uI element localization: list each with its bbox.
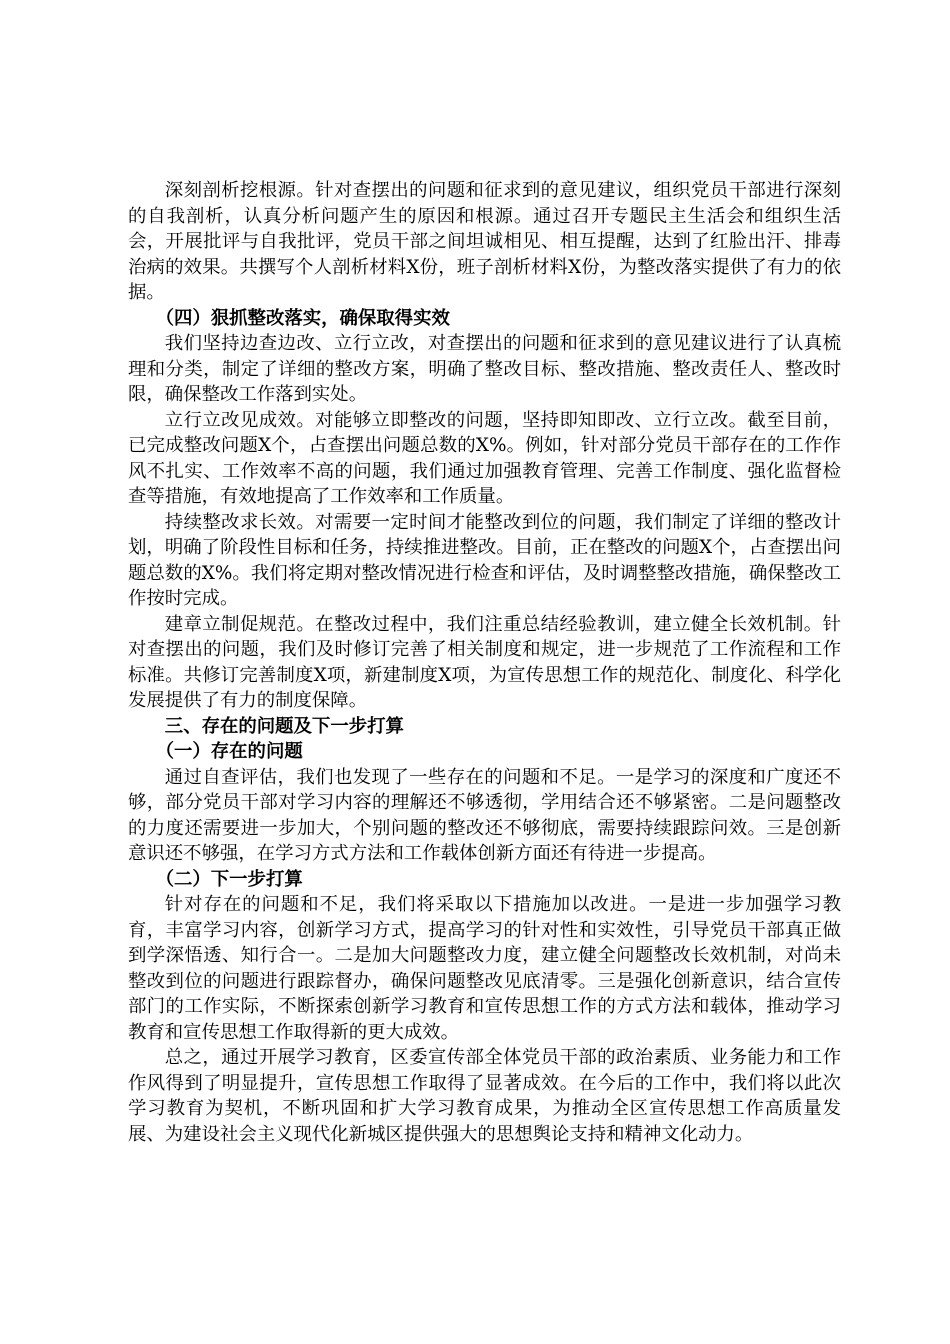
heading-next-steps: （二）下一步打算 <box>155 868 303 890</box>
document-body <box>128 178 841 1147</box>
heading-section-three: 三、存在的问题及下一步打算 <box>164 715 404 737</box>
paragraph-self-analysis: 深刻剖析挖根源。针对查摆出的问题和征求到的意见建议，组织党员干部进行深刻的自我剖析，认真分析问题产生的原因和根源。通过召开专题民主生活会和组织生活会，开展批评与自我批评，党员干部之间坦诚相见、相互提醒，达到了红脸出汗、排毒治病的效果。共撰写个人剖析材料X份，班子剖析材料X份，为整改落实提供了有力的依据。 <box>128 180 841 303</box>
paragraph-continuous-rectification: 持续整改求长效。对需要一定时间才能整改到位的问题，我们制定了详细的整改计划，明确了阶段性目标和任务，持续推进整改。目前，正在整改的问题X个，占查摆出问题总数的X%。我们将定期对整改情况进行检查和评估，及时调整整改措施，确保整改工作按时完成。 <box>128 511 841 609</box>
paragraph-institution-building: 建章立制促规范。在整改过程中，我们注重总结经验教训，建立健全长效机制。针对查摆出的问题，我们及时修订完善了相关制度和规定，进一步规范了工作流程和工作标准。共修订完善制度X项，新建制度X项，为宣传思想工作的规范化、制度化、科学化发展提供了有力的制度保障。 <box>128 613 841 711</box>
paragraph-conclusion: 总之，通过开展学习教育，区委宣传部全体党员干部的政治素质、业务能力和工作作风得到了明显提升，宣传思想工作取得了显著成效。在今后的工作中，我们将以此次学习教育为契机，不断巩固和扩大学习教育成果，为推动全区宣传思想工作高质量发展、为建设社会主义现代化新城区提供强大的思想舆论支持和精神文化动力。 <box>128 1047 841 1145</box>
heading-rectification: （四）狠抓整改落实，确保取得实效 <box>155 307 450 329</box>
paragraph-rectification-intro: 我们坚持边查边改、立行立改，对查摆出的问题和征求到的意见建议进行了认真梳理和分类，制定了详细的整改方案，明确了整改目标、整改措施、整改责任人、整改时限，确保整改工作落到实处。 <box>128 333 841 405</box>
paragraph-immediate-rectification: 立行立改见成效。对能够立即整改的问题，坚持即知即改、立行立改。截至目前，已完成整改问题X个，占查摆出问题总数的X%。例如，针对部分党员干部存在的工作作风不扎实、工作效率不高的问题，我们通过加强教育管理、完善工作制度、强化监督检查等措施，有效地提高了工作效率和工作质量。 <box>128 409 841 507</box>
paragraph-existing-problems: 通过自查评估，我们也发现了一些存在的问题和不足。一是学习的深度和广度还不够，部分党员干部对学习内容的理解还不够透彻，学用结合还不够紧密。二是问题整改的力度还需要进一步加大，个别问题的整改还不够彻底，需要持续跟踪问效。三是创新意识还不够强，在学习方式方法和工作载体创新方面还有待进一步提高。 <box>128 766 841 864</box>
paragraph-next-steps: 针对存在的问题和不足，我们将采取以下措施加以改进。一是进一步加强学习教育，丰富学习内容，创新学习方式，提高学习的针对性和实效性，引导党员干部真正做到学深悟透、知行合一。二是加大问题整改力度，建立健全问题整改长效机制，对尚未整改到位的问题进行跟踪督办，确保问题整改见底清零。三是强化创新意识，结合宣传部门的工作实际，不断探索创新学习教育和宣传思想工作的方式方法和载体，推动学习教育和宣传思想工作取得新的更大成效。 <box>128 894 841 1043</box>
heading-existing-problems: （一）存在的问题 <box>155 741 303 762</box>
